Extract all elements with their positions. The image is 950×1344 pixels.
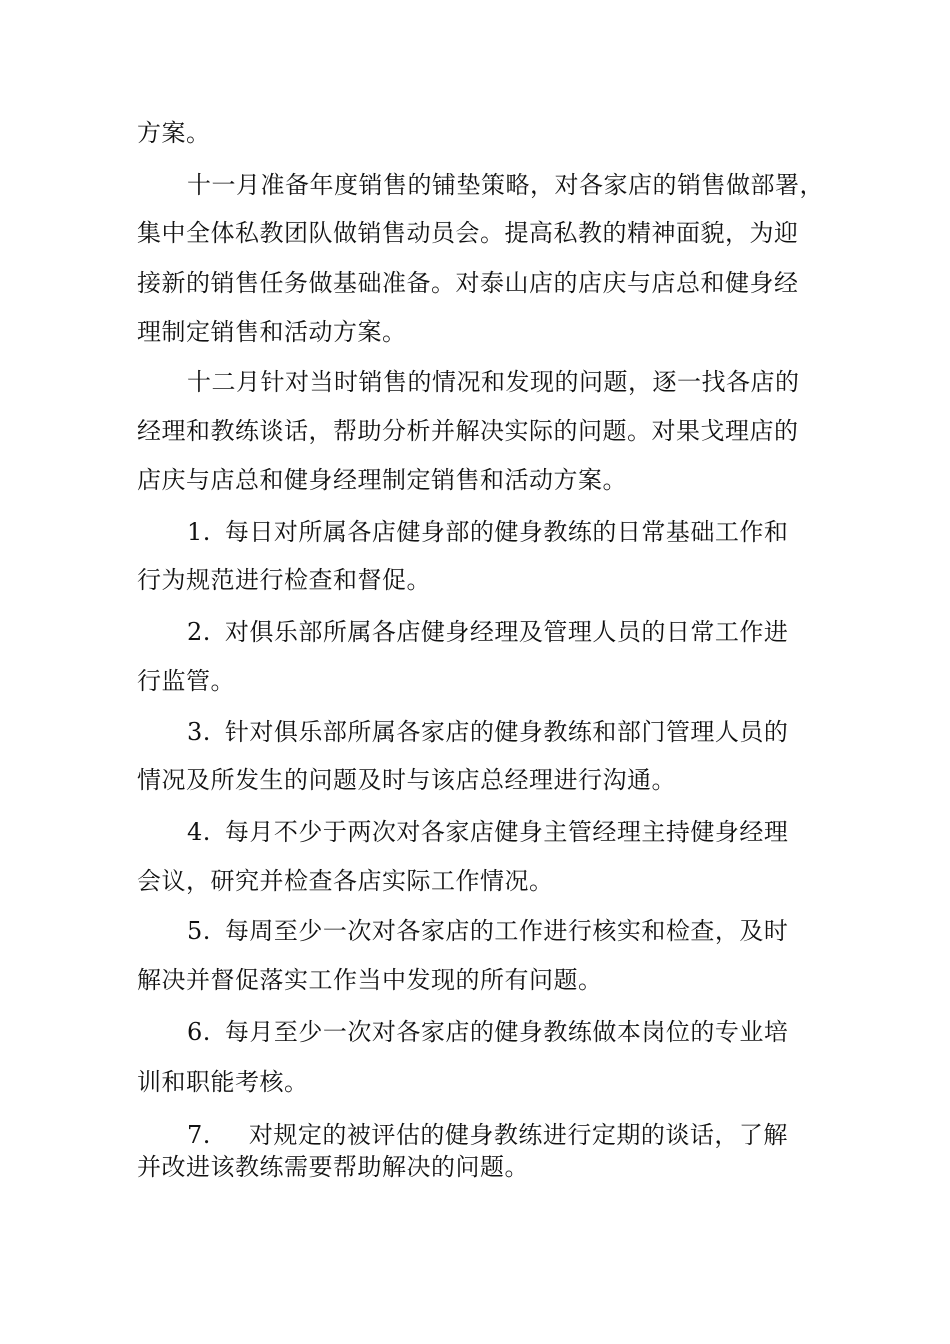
list-item-number: 1. [187,518,211,546]
list-item-text: 对俱乐部所属各店健身经理及管理人员的日常工作进 [224,618,789,646]
list-item-text: 对规定的被评估的健身教练进行定期的谈话，了解 [248,1121,788,1149]
paragraph-line: 十二月针对当时销售的情况和发现的问题，逐一找各店的 [187,368,800,396]
list-item-text: 每周至少一次对各家店的工作进行核实和检查，及时 [224,917,789,945]
list-item-first-line [187,916,788,946]
list-item-number: 4. [187,818,211,846]
list-item-first-line [187,517,788,547]
list-item-first-line [187,1017,788,1047]
paragraph-line: 行为规范进行检查和督促。 [137,566,431,594]
list-item-number: 6. [187,1018,211,1046]
paragraph-line: 情况及所发生的问题及时与该店总经理进行沟通。 [137,766,676,794]
paragraph-line: 方案。 [137,119,211,147]
list-item-first-line [187,1120,788,1150]
list-item-text: 每日对所属各店健身部的健身教练的日常基础工作和 [224,518,789,546]
list-item-first-line [187,817,788,847]
paragraph-line: 店庆与店总和健身经理制定销售和活动方案。 [137,466,627,494]
paragraph-line: 会议，研究并检查各店实际工作情况。 [137,867,554,895]
list-item-number: 2. [187,618,211,646]
list-item-first-line [187,717,788,747]
paragraph-line: 行监管。 [137,667,235,695]
list-item-number: 5. [187,917,211,945]
list-item-first-line [187,617,788,647]
paragraph-line: 解决并督促落实工作当中发现的所有问题。 [137,966,603,994]
list-item-number: 7. [187,1121,211,1149]
paragraph-line: 集中全体私教团队做销售动员会。提高私教的精神面貌，为迎 [137,219,799,247]
list-item-text: 每月至少一次对各家店的健身教练做本岗位的专业培 [224,1018,789,1046]
paragraph-line: 十一月准备年度销售的铺垫策略，对各家店的销售做部署， [187,171,824,199]
paragraph-line: 接新的销售任务做基础准备。对泰山店的店庆与店总和健身经 [137,269,799,297]
paragraph-line: 理制定销售和活动方案。 [137,318,407,346]
list-item-number: 3. [187,718,211,746]
list-item-text: 针对俱乐部所属各家店的健身教练和部门管理人员的 [224,718,789,746]
list-item-text: 每月不少于两次对各家店健身主管经理主持健身经理 [224,818,789,846]
paragraph-line: 经理和教练谈话，帮助分析并解决实际的问题。对果戈理店的 [137,417,799,445]
paragraph-line: 并改进该教练需要帮助解决的问题。 [137,1153,529,1181]
paragraph-line: 训和职能考核。 [137,1068,309,1096]
